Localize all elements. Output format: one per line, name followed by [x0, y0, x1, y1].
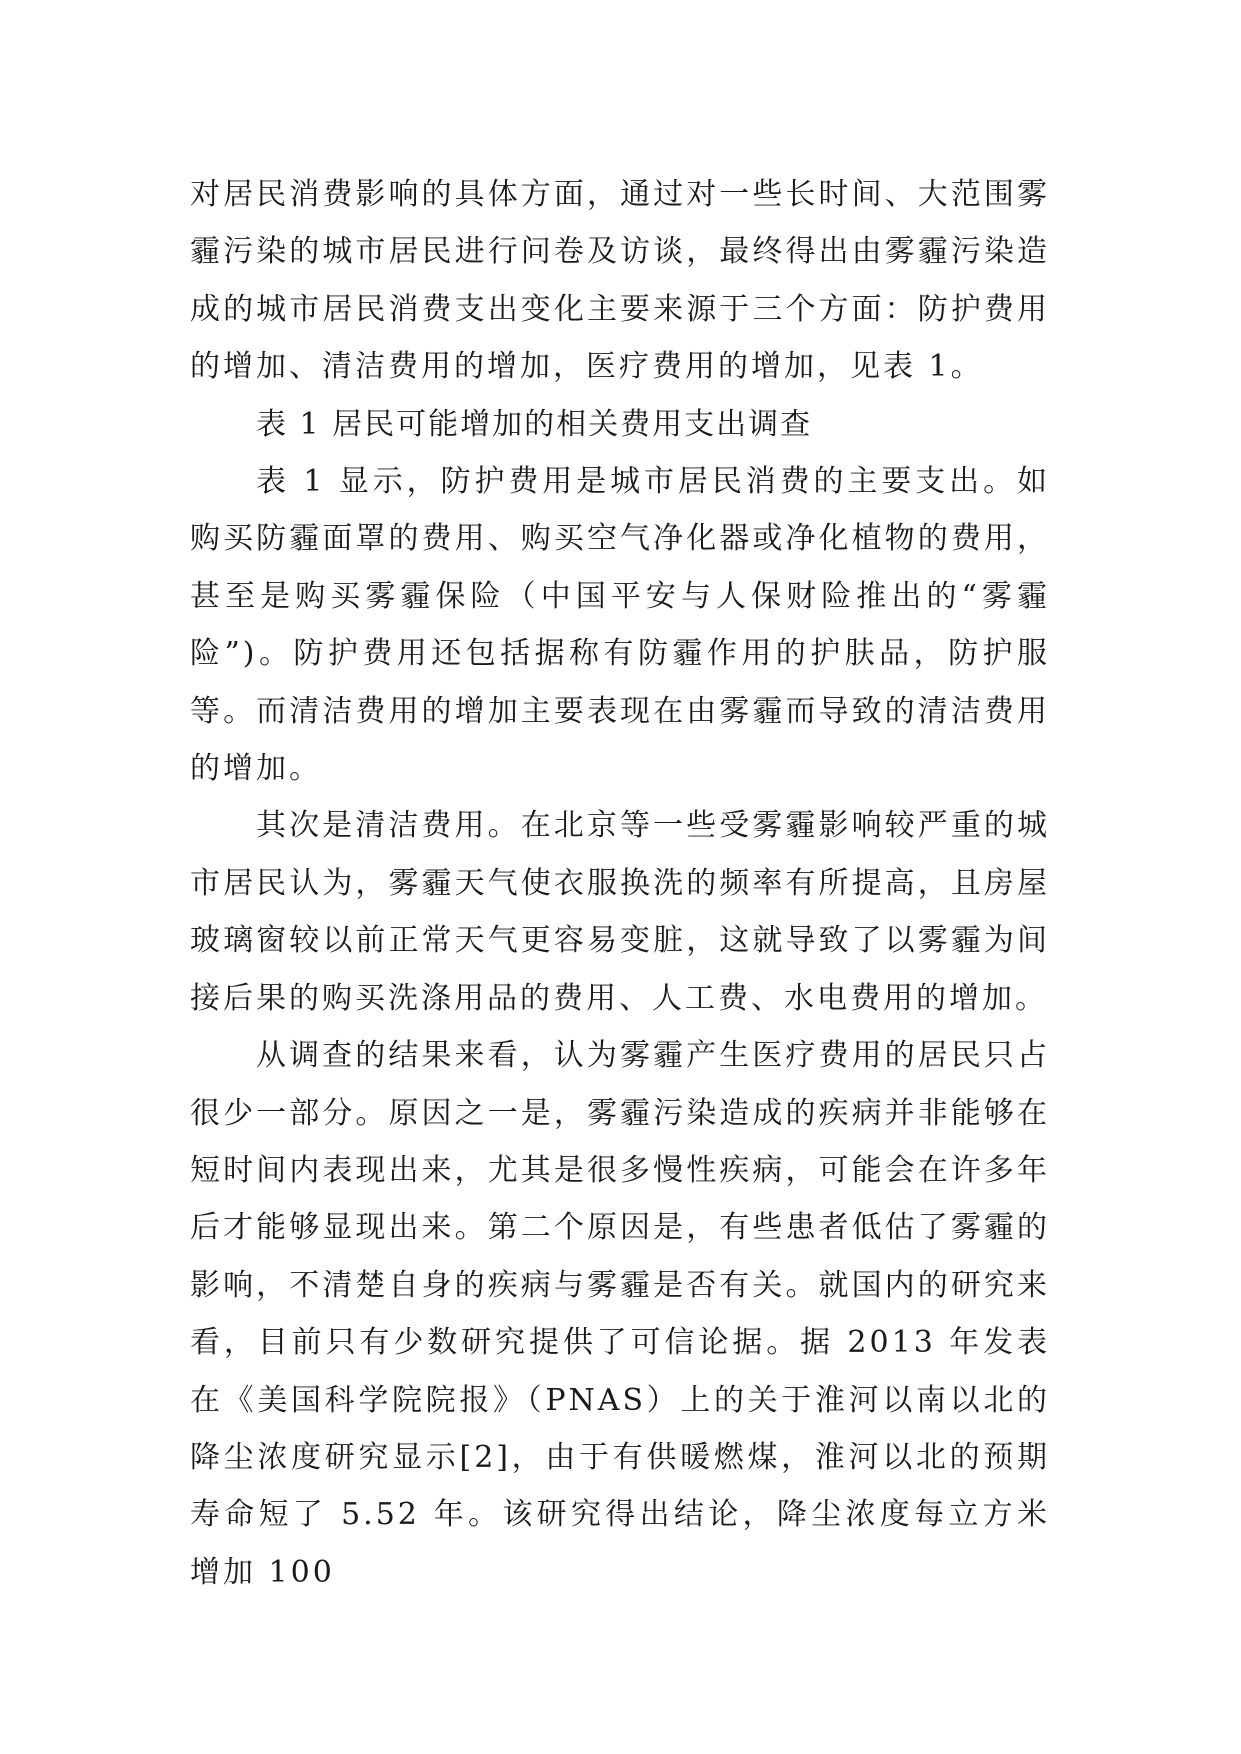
- paragraph-intro: 对居民消费影响的具体方面，通过对一些长时间、大范围雾霾污染的城市居民进行问卷及访谈，最终得出由雾霾污染造成的城市居民消费支出变化主要来源于三个方面：防护费用的增加、清洁费用的增加，医疗费用的增加，见表 1。: [190, 177, 1050, 385]
- document-body: [190, 166, 1050, 1601]
- paragraph-cleaning-costs: 其次是清洁费用。在北京等一些受雾霾影响较严重的城市居民认为，雾霾天气使衣服换洗的频率有所提高，且房屋玻璃窗较以前正常天气更容易变脏，这就导致了以雾霾为间接后果的购买洗涤用品的费用、人工费、水电费用的增加。: [190, 808, 1050, 1016]
- table-caption: 表 1 居民可能增加的相关费用支出调查: [256, 406, 813, 442]
- paragraph-protection-costs: 表 1 显示，防护费用是城市居民消费的主要支出。如购买防霾面罩的费用、购买空气净化器或净化植物的费用，甚至是购买雾霾保险（中国平安与人保财险推出的“雾霾险”)。防护费用还包括据称有防霾作用的护肤品，防护服等。而清洁费用的增加主要表现在由雾霾而导致的清洁费用的增加。: [190, 464, 1050, 787]
- paragraph-medical-costs: 从调查的结果来看，认为雾霾产生医疗费用的居民只占很少一部分。原因之一是，雾霾污染造成的疾病并非能够在短时间内表现出来，尤其是很多慢性疾病，可能会在许多年后才能够显现出来。第二个原因是，有些患者低估了雾霾的影响，不清楚自身的疾病与雾霾是否有关。就国内的研究来看，目前只有少数研究提供了可信论据。据 2013 年发表在《美国科学院院报》（PNAS）上的关于淮河以南以北的降尘浓度研究显示[2]，由于有供暖燃煤，淮河以北的预期寿命短了 5.52 年。该研究得出结论，降尘浓度每立方米增加 100: [190, 1038, 1050, 1590]
